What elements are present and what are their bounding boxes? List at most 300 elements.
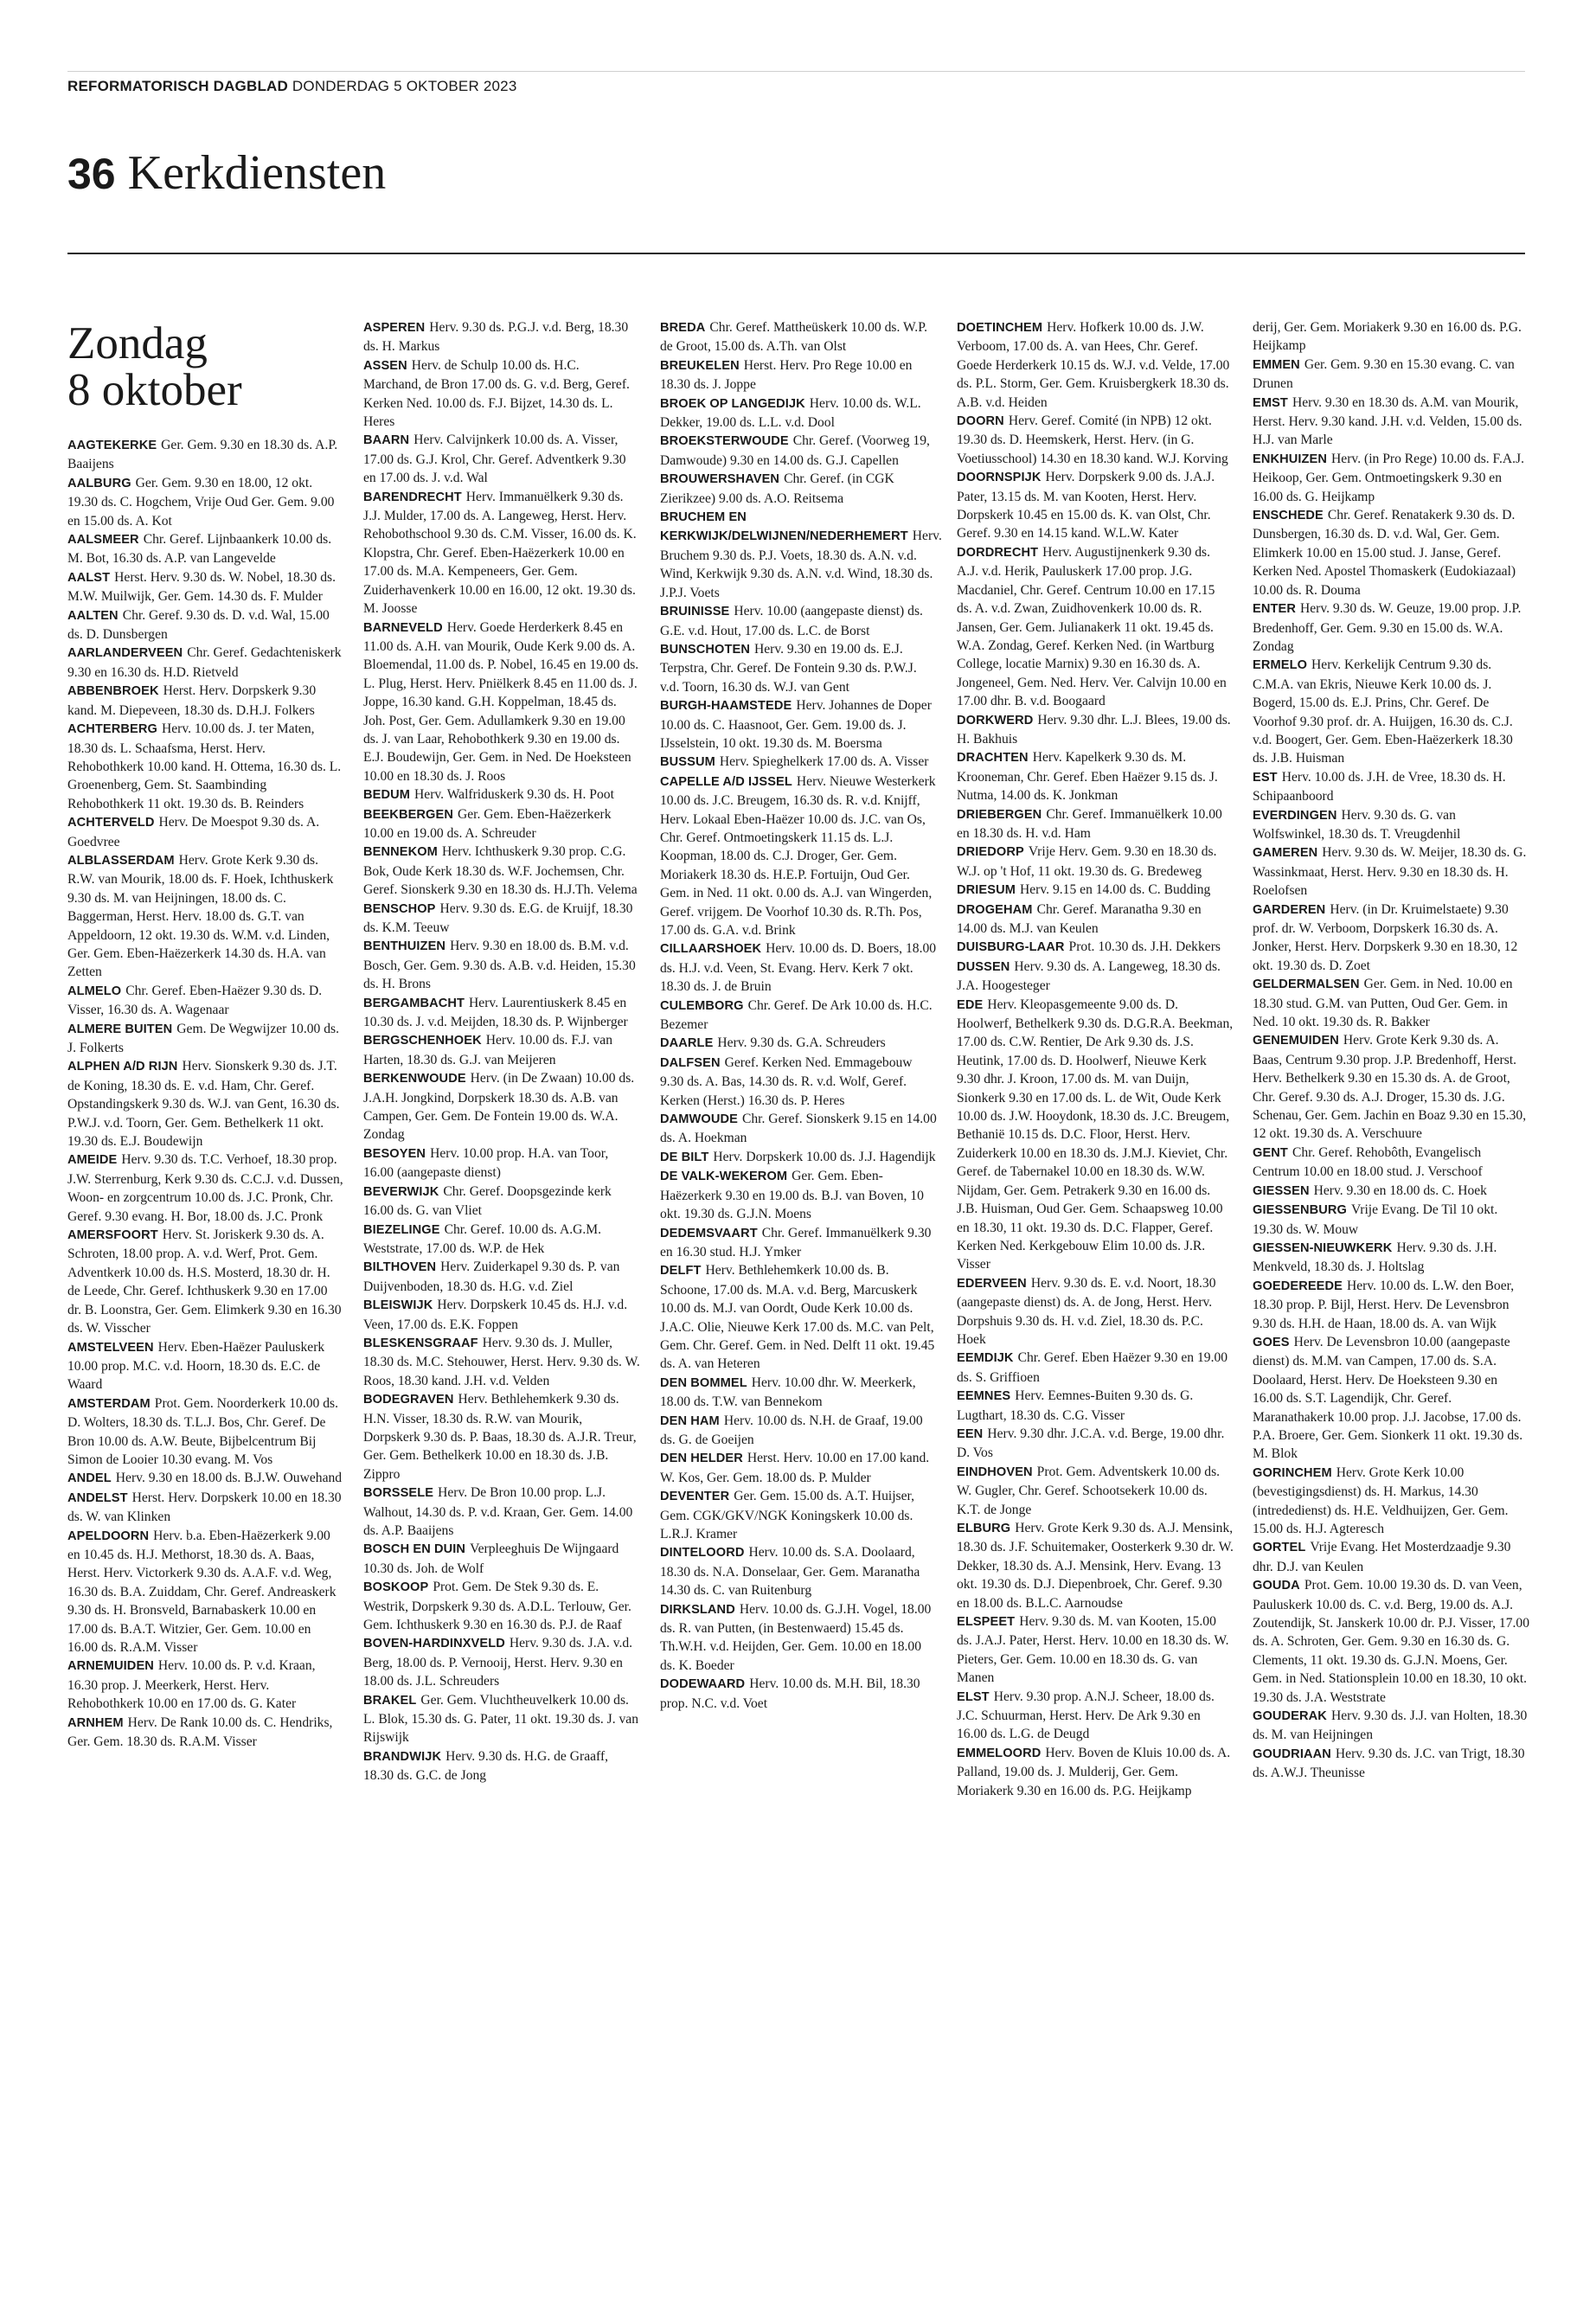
service-entry: [957, 1274, 1234, 1349]
service-entry: [363, 1221, 640, 1259]
place-name: BENTHUIZEN: [363, 939, 446, 954]
service-details: Ger. Gem. 9.30 en 18.00, 12 okt. 19.30 ds. C. Hogchem, Vrije Oud Ger. Gem. 9.00 en 15.00 ds. A. Kot: [67, 475, 335, 529]
place-name: CULEMBORG: [660, 998, 744, 1013]
service-entry: [363, 431, 640, 487]
place-name: AALTEN: [67, 608, 119, 623]
place-name: DOORN: [957, 414, 1004, 429]
service-details: Herv. Ichthuskerk 9.30 prop. C.G. Bok, Oude Kerk 18.30 ds. W.F. Jochemsen, Chr. Geref. Sionskerk 9.30 en 18.30 ds. H.J.Th. Velema: [363, 844, 638, 898]
place-name: AMEIDE: [67, 1153, 118, 1168]
service-details: Chr. Geref. Mattheüskerk 10.00 ds. W.P. de Groot, 15.00 ds. A.Th. van Olst: [660, 320, 928, 355]
service-details: Herv. 9.30 ds. J.H. Menkveld, 18.30 ds. J. Holtslag: [1253, 1240, 1497, 1275]
service-entry: [660, 1487, 937, 1543]
place-name: BERGAMBACHT: [363, 996, 465, 1010]
place-name: BRANDWIJK: [363, 1749, 442, 1764]
place-name: AALST: [67, 570, 111, 585]
service-details: Herv. Eben-Haëzer Pauluskerk 10.00 prop. M.C. v.d. Hoorn, 18.30 ds. E.C. de Waard: [67, 1339, 325, 1393]
service-entry: [1253, 1144, 1529, 1182]
service-entry: [660, 508, 942, 602]
place-name: ELSPEET: [957, 1615, 1016, 1630]
place-name: DRACHTEN: [957, 751, 1029, 766]
section-title: Kerkdiensten: [127, 146, 387, 200]
service-details: Chr. Geref. (Voorweg 19, Damwoude) 9.30 en 14.00 ds. G.J. Capellen: [660, 433, 930, 468]
service-details: Herv. Immanuëlkerk 9.30 ds. J.J. Mulder, 17.00 ds. A. Langeweg, Herst. Herv. Rehobothschool 9.30 ds. C.M. Visser, 16.00 ds. K. Klopstra, Chr. Geref. Eben-Haëzerkerk 10.00 en 17.00 ds. M.A. Kempeneers, Ger. Gem. Zuiderhavenkerk 10.00 en 16.00, 12 okt. 19.30 ds. M. Joosse: [363, 489, 637, 617]
service-entry: [1253, 806, 1529, 844]
place-name: GOES: [1253, 1335, 1290, 1349]
service-entry: [363, 318, 640, 356]
place-name: BORSSELE: [363, 1486, 434, 1501]
service-details: Herv. Grote Kerk 9.30 ds. A.J. Mensink, 18.30 ds. J.F. Schuitemaker, Oosterkerk 9.30 dr. W. Dekker, 18.30 ds. A.J. Mensink, Herv. Evang. 13 okt. 19.30 ds. D.J. Diepenbroek, Chr. Geref. 9.30 en 18.00 ds. B.L.C. Aarnoudse: [957, 1521, 1234, 1611]
service-entry: [660, 1374, 937, 1412]
page-number: 36: [67, 150, 116, 198]
service-entry: [660, 318, 937, 356]
service-entry: [1253, 1333, 1529, 1464]
place-name: BOVEN-HARDINXVELD: [363, 1637, 505, 1651]
service-details: Verpleeghuis De Wijngaard 10.30 ds. Joh. de Wolf: [363, 1541, 619, 1576]
service-details: Herv. 10.00 prop. H.A. van Toor, 16.00 (aangepaste dienst): [363, 1145, 609, 1181]
service-details: Herv. 9.30 ds. A. Langeweg, 18.30 ds. J.A. Hoogesteger: [957, 958, 1221, 994]
service-entry: [1253, 1201, 1529, 1239]
place-name: BEVERWIJK: [363, 1184, 439, 1199]
service-details: Herv. Kerkelijk Centrum 9.30 ds. C.M.A. van Ekris, Nieuwe Kerk 10.00 ds. J. Bogerd, 15.00 ds. E.J. Prins, Chr. Geref. De Voorhof 9.30 prof. dr. A. Huijgen, 16.30 ds. C.J. v.d. Boogert, Ger. Gem. Eben-Haëzerkerk 18.30 ds. J.B. Huisman: [1253, 657, 1513, 766]
place-name: DAARLE: [660, 1036, 714, 1051]
service-entry: [660, 753, 937, 772]
service-entry: [363, 937, 640, 993]
service-entry: [363, 1390, 640, 1484]
service-details: Herv. 9.30 dhr. L.J. Blees, 19.00 ds. H. Bakhuis: [957, 712, 1231, 747]
service-entry: [660, 1054, 937, 1110]
service-entry: [660, 772, 937, 940]
place-name: BEDUM: [363, 788, 411, 803]
place-name: ELST: [957, 1689, 990, 1704]
place-name: EST: [1253, 770, 1278, 785]
service-entry: [67, 813, 344, 851]
service-details: Herv. 9.30 ds. G. van Wolfswinkel, 18.30 ds. T. Vreugdenhil: [1253, 807, 1461, 842]
place-name: DALFSEN: [660, 1055, 721, 1070]
service-details: Chr. Geref. Eben Haëzer 9.30 en 19.00 ds. S. Griffioen: [957, 1350, 1228, 1385]
service-details: Herv. Dorpskerk 10.45 ds. H.J. v.d. Veen, 17.00 ds. E.K. Foppen: [363, 1298, 628, 1332]
service-entry: [67, 1394, 344, 1470]
service-details: Herv. 10.00 ds. S.A. Doolaard, 18.30 ds. N.A. Donselaar, Ger. Gem. Maranatha 14.30 ds. C. van Ruitenburg: [660, 1545, 920, 1599]
place-name: BLEISWIJK: [363, 1298, 433, 1313]
service-details: Herv. 9.30 ds. E.G. de Kruijf, 18.30 ds. K.M. Teeuw: [363, 901, 633, 935]
place-name: BESOYEN: [363, 1146, 426, 1161]
service-details: Herv. 9.30 ds. W. Geuze, 19.00 prop. J.P. Bredenhoff, Ger. Gem. 9.30 en 15.00 ds. W.A. Zondag: [1253, 601, 1522, 654]
service-entry: [67, 682, 344, 720]
place-name: BUSSUM: [660, 755, 715, 770]
service-details: Herv. 9.30 ds. H.G. de Graaff, 18.30 ds. G.C. de Jong: [363, 1748, 609, 1784]
service-details: Herv. 9.30 ds. E. v.d. Noort, 18.30 (aangepaste dienst) ds. A. de Jong, Herst. Herv. Dorpshuis 9.30 ds. H. v.d. Ziel, 18.30 ds. P.C. Hoek: [957, 1275, 1216, 1347]
service-details: Herv. Grote Kerk 9.30 ds. R.W. van Mourik, 18.00 ds. F. Hoek, Ichthuskerk 9.30 ds. M. van Heijningen, 18.00 ds. C. Baggerman, Herst. Herv. 18.00 ds. G.T. van Appeldoorn, 12 okt. 19.30 ds. W.M. v.d. Linden, Ger. Gem. Eben-Haëzerkerk 14.30 ds. H.A. van Zetten: [67, 852, 334, 980]
place-name: DORDRECHT: [957, 545, 1039, 560]
service-entry: [67, 1020, 344, 1058]
place-name: GENEMUIDEN: [1253, 1034, 1339, 1048]
column-3: [660, 318, 942, 2282]
service-details: Ger. Gem. Eben-Haëzerkerk 9.30 en 19.00 ds. B.J. van Boven, 10 okt. 19.30 ds. G.J.N. Moens: [660, 1169, 924, 1222]
place-name: CILLAARSHOEK: [660, 942, 762, 957]
service-details: Chr. Geref. Immanuëlkerk 10.00 en 18.30 ds. H. v.d. Ham: [957, 806, 1222, 841]
service-entry: [67, 1338, 344, 1394]
service-entry: [957, 468, 1234, 543]
place-name: EDE: [957, 997, 984, 1012]
place-name: BAARN: [363, 433, 410, 448]
service-entry: [1253, 1182, 1529, 1201]
service-details: Herv. De Bron 10.00 prop. L.J. Walhout, 14.30 ds. P. v.d. Kraan, Ger. Gem. 14.00 ds. A.P. Baaijens: [363, 1485, 633, 1538]
place-name: DE VALK-WEKEROM: [660, 1170, 788, 1184]
place-name: ANDELST: [67, 1490, 128, 1505]
service-entry: [660, 1224, 937, 1262]
service-details: Herv. 10.00 ds. N.H. de Graaf, 19.00 ds. G. de Goeijen: [660, 1413, 923, 1447]
place-name: BREUKELEN: [660, 358, 740, 373]
service-entry: [660, 470, 937, 508]
service-details: Ger. Gem. Vluchtheuvelkerk 10.00 ds. L. Blok, 15.30 ds. G. Pater, 11 okt. 19.30 ds. J. van Rijswijk: [363, 1692, 639, 1746]
place-name: ASSEN: [363, 358, 407, 373]
service-entry: [363, 1578, 640, 1634]
service-details: Chr. Geref. Lijnbaankerk 10.00 ds. M. Bot, 16.30 ds. A.P. van Langevelde: [67, 532, 332, 567]
service-entry: [957, 1349, 1234, 1387]
service-details: Chr. Geref. 10.00 ds. A.G.M. Weststrate, 17.00 ds. W.P. de Hek: [363, 1221, 602, 1256]
place-name: EMMELOORD: [957, 1746, 1042, 1760]
place-name: GORTEL: [1253, 1541, 1306, 1555]
service-details: Chr. Geref. Sionskerk 9.15 en 14.00 ds. A. Hoekman: [660, 1112, 937, 1146]
place-name: APELDOORN: [67, 1529, 150, 1543]
service-entry: [660, 394, 937, 433]
service-entry: [1253, 394, 1529, 450]
place-name: GORINCHEM: [1253, 1465, 1332, 1480]
service-details: Herv. Sionskerk 9.30 ds. J.T. de Koning, 18.30 ds. E. v.d. Ham, Chr. Geref. Opstandingskerk 9.30 ds. W.J. van Gent, 16.30 ds. P.W.J. v.d. Toorn, Ger. Gem. Bethelkerk 11 okt. 19.30 ds. E.J. Boudewijn: [67, 1059, 340, 1150]
service-entry: [1253, 901, 1529, 976]
service-details: Herv. 9.30 en 18.00 ds. C. Hoek: [1313, 1183, 1487, 1198]
place-name: ENTER: [1253, 602, 1296, 617]
place-name: GIESSEN-NIEUWKERK: [1253, 1240, 1393, 1255]
service-entry: [660, 1600, 937, 1676]
place-name: BERKENWOUDE: [363, 1072, 466, 1086]
place-name: DE BILT: [660, 1150, 709, 1164]
service-details: Herv. 9.30 ds. G.A. Schreuders: [717, 1035, 886, 1051]
place-name: BROUWERSHAVEN: [660, 472, 780, 487]
service-details: Chr. Geref. Gedachteniskerk 9.30 en 16.30 ds. H.D. Rietveld: [67, 645, 342, 680]
place-name: GIESSENBURG: [1253, 1203, 1347, 1218]
service-entry: [363, 994, 640, 1032]
service-details: Herv. Calvijnkerk 10.00 ds. A. Visser, 17.00 ds. G.J. Krol, Chr. Geref. Adventkerk 9.30 en 17.00 ds. J. v.d. Wal: [363, 433, 626, 486]
service-details: Herv. b.a. Eben-Haëzerkerk 9.00 en 10.45 ds. H.J. Methorst, 18.30 ds. A. Baas, Herst. Herv. Victorkerk 9.30 ds. A.A.F. v.d. Weg, 16.30 ds. B.A. Zuiddam, Chr. Geref. Andreaskerk 9.30 ds. H. Bronsveld, Barnabaskerk 10.00 en 17.00 ds. B.A.T. Witzier, Ger. Gem. 10.00 en 16.00 ds. R.A.M. Visser: [67, 1528, 337, 1655]
service-details: Chr. Geref. Rehobôth, Evangelisch Centrum 10.00 en 18.00 stud. J. Verschoof: [1253, 1144, 1483, 1180]
place-name: BREDA: [660, 321, 706, 335]
service-entry: [1253, 1277, 1529, 1333]
service-details: Herv. (in Pro Rege) 10.00 ds. F.A.J. Heikoop, Ger. Gem. Ontmoetingskerk 9.30 en 16.00 ds. G. Heijkamp: [1253, 451, 1525, 504]
service-details: Herv. Hofkerk 10.00 ds. J.W. Verboom, 17.00 ds. A. van Hees, Chr. Geref. Goede Herderkerk 10.15 ds. W.J. v.d. Velde, 17.00 ds. P.L. Storm, Ger. Gem. Kruisbergkerk 18.30 ds. A.B. v.d. Heiden: [957, 320, 1230, 410]
service-entry: [363, 1484, 640, 1540]
place-name: EINDHOVEN: [957, 1465, 1033, 1479]
place-name: EMMEN: [1253, 357, 1300, 372]
service-entry: [957, 1744, 1234, 1800]
place-name: DEN HAM: [660, 1413, 720, 1428]
service-details: Herv. De Rank 10.00 ds. C. Hendriks, Ger. Gem. 18.30 ds. R.A.M. Visser: [67, 1715, 333, 1750]
service-entry: [363, 1540, 640, 1578]
service-details: Herv. Eemnes-Buiten 9.30 ds. G. Lugthart, 18.30 ds. C.G. Visser: [957, 1388, 1194, 1423]
column-1-entries: [67, 436, 344, 1751]
masthead-date: DONDERDAG 5 OKTOBER 2023: [292, 78, 517, 94]
service-details: Herv. Bruchem 9.30 ds. P.J. Voets, 18.30 ds. A.N. v.d. Wind, Kerkwijk 9.30 ds. A.N. v.d. Wind, 18.30 ds. J.P.J. Voets: [660, 529, 942, 600]
service-details: derij, Ger. Gem. Moriakerk 9.30 en 16.00 ds. P.G. Heijkamp: [1253, 320, 1522, 354]
place-name: ERMELO: [1253, 658, 1308, 673]
service-entry: [957, 938, 1234, 957]
place-name: DOORNSPIJK: [957, 471, 1042, 485]
service-entry: [957, 711, 1234, 749]
place-name: ENSCHEDE: [1253, 509, 1324, 523]
place-name: ASPEREN: [363, 321, 426, 335]
service-entry: [660, 696, 937, 753]
place-name: DEN HELDER: [660, 1452, 743, 1466]
service-entry: [660, 356, 937, 394]
place-name: DAMWOUDE: [660, 1112, 738, 1127]
place-name: ALMELO: [67, 984, 122, 998]
service-entry: [363, 900, 640, 938]
service-details: Herv. Boven de Kluis 10.00 ds. A. Palland, 19.00 ds. J. Mulderij, Ger. Gem. Moriakerk 9.30 en 16.00 ds. P.G. Heijkamp: [957, 1745, 1231, 1798]
service-details: Herv. 9.30 ds. J. Muller, 18.30 ds. M.C. Stehouwer, Herst. Herv. 9.30 ds. W. Roos, 18.30 kand. J.H. v.d. Velden: [363, 1335, 640, 1388]
place-name: BROEK OP LANGEDIJK: [660, 396, 805, 411]
service-entry: [660, 1261, 937, 1373]
place-name: EEMDIJK: [957, 1351, 1014, 1366]
place-name: DUISBURG-LAAR: [957, 940, 1065, 955]
place-name: BROEKSTERWOUDE: [660, 434, 789, 449]
service-entry: [363, 785, 640, 804]
service-entry: [67, 1150, 344, 1226]
service-entry: [660, 939, 937, 996]
service-details: Chr. Geref. 9.30 ds. D. v.d. Wal, 15.00 ds. D. Dunsbergen: [67, 607, 330, 643]
service-details: Herv. 9.30 en 18.00 ds. B.J.W. Ouwehand: [115, 1471, 343, 1486]
place-name: ACHTERBERG: [67, 722, 157, 737]
place-name: AMSTERDAM: [67, 1396, 151, 1411]
service-details: Ger. Gem. 15.00 ds. A.T. Huijser, Gem. CGK/GKV/NGK Koningskerk 10.00 ds. L.R.J. Kramer: [660, 1489, 914, 1541]
place-name: BEEKBERGEN: [363, 807, 453, 822]
column-3-entries: [660, 318, 942, 1713]
place-name: AALBURG: [67, 476, 131, 490]
service-details: Prot. Gem. Adventskerk 10.00 ds. W. Gugler, Chr. Geref. Schootsekerk 10.00 ds. K.T. de Jonge: [957, 1464, 1221, 1517]
service-entry: [957, 1463, 1234, 1519]
service-details: Herv. de Schulp 10.00 ds. H.C. Marchand, de Bron 17.00 ds. G. v.d. Berg, Geref. Kerken Ned. 10.00 ds. F.J. Bijzet, 14.30 ds. L. Heres: [363, 357, 630, 430]
service-entry: [957, 1688, 1234, 1744]
place-name: AAGTEKERKE: [67, 439, 157, 452]
service-entry: [957, 1425, 1234, 1463]
column-4: [957, 318, 1234, 2282]
service-details: Vrije Evang. Het Mosterdzaadje 9.30 dhr. D.J. van Keulen: [1253, 1540, 1511, 1574]
service-details: Prot. 10.30 ds. J.H. Dekkers: [1068, 939, 1221, 955]
day-heading-date: 8 oktober: [67, 365, 242, 415]
service-details: Herv. Walfriduskerk 9.30 ds. H. Poot: [414, 787, 614, 803]
service-entry: [957, 1519, 1234, 1612]
place-name: BENSCHOP: [363, 901, 436, 916]
place-name: DINTELOORD: [660, 1546, 745, 1561]
service-details: Ger. Gem. 9.30 en 15.30 evang. C. van Drunen: [1253, 356, 1515, 392]
service-details: Herv. Zuiderkapel 9.30 ds. P. van Duijvenboden, 18.30 ds. H.G. v.d. Ziel: [363, 1259, 620, 1294]
service-entry: [660, 1148, 937, 1167]
service-entry: [660, 1167, 937, 1223]
service-entry: [957, 805, 1234, 843]
service-details: Ger. Gem. 9.30 en 18.30 ds. A.P. Baaijens: [67, 438, 338, 472]
service-details: Herv. 10.00 ds. L.W. den Boer, 18.30 prop. P. Bijl, Herst. Herv. De Levensbron 9.30 ds. H.H. de Haan, 18.00 ds. A. van Wijk: [1253, 1278, 1515, 1331]
service-entry: [363, 1069, 640, 1144]
service-entry: [1253, 318, 1529, 356]
service-details: Herv. Nieuwe Westerkerk 10.00 ds. J.C. Breugem, 16.30 ds. R. v.d. Knijff, Herv. Lokaal Eben-Haëzer 10.00 ds. J.C. van Os, Chr. Geref. Ontmoetingskerk 11.15 ds. L.J. Koopman, 18.00 ds. C.J. Droger, Ger. Gem. Moriakerk 18.30 ds. H.E.P. Fortuijn, Oud Ger. Gem. in Ned. 11 okt. 0.00 ds. A.J. van Wingerden, Geref. vrijgem. De Voorhof 10.30 ds. R.Th. Pos, 17.00 ds. G.A. v.d. Brink: [660, 773, 936, 938]
place-name: ARNEMUIDEN: [67, 1659, 154, 1674]
place-name: DROGEHAM: [957, 902, 1033, 917]
service-details: Chr. Geref. Immanuëlkerk 9.30 en 16.30 stud. H.J. Ymker: [660, 1225, 932, 1259]
place-name: ACHTERVELD: [67, 816, 155, 830]
place-name: BIEZELINGE: [363, 1222, 440, 1237]
place-name: BODEGRAVEN: [363, 1393, 454, 1407]
place-name: GENT: [1253, 1145, 1288, 1160]
service-details: Herv. 9.30 dhr. J.C.A. v.d. Berge, 19.00 dhr. D. Vos: [957, 1426, 1225, 1461]
service-details: Herv. 9.30 en 19.00 ds. E.J. Terpstra, Chr. Geref. De Fontein 9.30 ds. P.W.J. v.d. Toorn, 16.30 ds. W.J. van Gent: [660, 641, 917, 695]
service-details: Herv. 10.00 ds. F.J. van Harten, 18.30 ds. G.J. van Meijeren: [363, 1033, 613, 1067]
service-details: Chr. Geref. De Ark 10.00 ds. H.C. Bezemer: [660, 997, 933, 1033]
service-entry: [660, 1412, 937, 1450]
service-details: Herv. Dorpskerk 9.00 ds. J.A.J. Pater, 13.15 ds. M. van Kooten, Herst. Herv. Dorpskerk 10.45 en 15.00 ds. K. van Olst, Chr. Geref. 9.30 en 14.15 kand. W.L.W. Kater: [957, 470, 1215, 542]
place-name: ALBLASSERDAM: [67, 853, 175, 868]
service-entry: [363, 619, 640, 786]
service-details: Geref. Kerken Ned. Emmagebouw 9.30 ds. A. Bas, 14.30 ds. R. v.d. Wolf, Geref. Kerken (Herst.) 16.30 ds. P. Heres: [660, 1054, 913, 1108]
service-entry: [363, 1691, 640, 1747]
service-details: Gem. De Wegwijzer 10.00 ds. J. Folkerts: [67, 1021, 339, 1055]
service-details: Herv. Geref. Comité (in NPB) 12 okt. 19.30 ds. D. Heemskerk, Herst. Herv. (in G. Voetiusschool) 14.30 en 18.30 kand. W.J. Korving: [957, 413, 1228, 466]
place-name: AMSTELVEEN: [67, 1340, 154, 1355]
service-details: Herv. 9.30 ds. W. Meijer, 18.30 ds. G. Wassinkmaat, Herst. Herv. 9.30 en 18.30 ds. H. Roelofsen: [1253, 845, 1527, 899]
place-name: BUNSCHOTEN: [660, 642, 750, 657]
service-entry: [1253, 975, 1529, 1031]
service-details: Herv. 9.30 en 18.30 ds. A.M. van Mourik, Herst. Herv. 9.30 kand. J.H. v.d. Velden, 15.00 ds. H.J. van Marle: [1253, 394, 1522, 448]
column-4-entries: [957, 318, 1234, 1800]
place-name: BILTHOVEN: [363, 1260, 437, 1275]
service-entry: [67, 436, 344, 474]
service-entry: [363, 805, 640, 843]
service-entry: [363, 1747, 640, 1785]
service-details: Herv. Bethlehemkerk 9.30 ds. H.N. Visser, 18.30 ds. R.W. van Mourik, Dorpskerk 9.30 ds. P. Baas, 18.30 ds. A.J.R. Treur, Ger. Gem. Bethelkerk 10.00 en 18.30 ds. J.B. Zippro: [363, 1392, 637, 1482]
service-entry: [1253, 1707, 1529, 1745]
service-details: Chr. Geref. Maranatha 9.30 en 14.00 ds. M.J. van Keulen: [957, 901, 1202, 936]
service-entry: [363, 1144, 640, 1183]
place-name: GOEDEREEDE: [1253, 1279, 1343, 1293]
service-details: Herst. Herv. 10.00 en 17.00 kand. W. Kos, Ger. Gem. 18.00 ds. P. Mulder: [660, 1451, 930, 1485]
place-name: EVERDINGEN: [1253, 808, 1337, 823]
service-entry: [957, 1612, 1234, 1688]
service-entry: [67, 1527, 344, 1657]
service-details: Herv. 9.30 ds. M. van Kooten, 15.00 ds. J.A.J. Pater, Herst. Herv. 10.00 en 18.30 ds. W. Pieters, Ger. Gem. 10.00 en 18.30 ds. G. van Manen: [957, 1614, 1229, 1686]
service-entry: [67, 474, 344, 530]
service-entry: [957, 843, 1234, 881]
service-details: Herv. 9.30 en 18.00 ds. B.M. v.d. Bosch, Ger. Gem. 9.30 ds. A.B. v.d. Heiden, 15.30 ds. H. Brons: [363, 939, 636, 992]
service-entry: [363, 1634, 640, 1690]
service-details: Herv. Goede Herderkerk 8.45 en 11.00 ds. A.H. van Mourik, Oude Kerk 9.00 ds. A. Bloemendal, 11.00 ds. P. Nobel, 16.45 en 19.00 ds. L. Plug, Herst. Herv. Pniëlkerk 8.45 en 11.00 ds. J. Joppe, 16.30 kand. G.H. Koppelman, 18.45 ds. Joh. Post, Ger. Gem. Adullamkerk 9.30 en 19.00 ds. J. van Laar, Rehobothkerk 9.30 en 19.00 ds. E.J. Boudewijn, Ger. Gem. in Ned. De Hoeksteen 10.00 en 18.30 ds. J. Roos: [363, 619, 639, 784]
place-name: BENNEKOM: [363, 845, 438, 860]
service-details: Herv. 9.30 ds. J.C. van Trigt, 18.30 ds. A.W.J. Theunisse: [1253, 1746, 1525, 1781]
service-entry: [660, 1675, 937, 1713]
service-entry: [1253, 1239, 1529, 1277]
service-details: Herv. Augustijnenkerk 9.30 ds. A.J. v.d. Herik, Pauluskerk 17.00 prop. J.G. Macdaniel, Chr. Geref. Centrum 10.00 en 17.15 ds. A. v.d. Zwan, Zuidhovenkerk 10.00 ds. R. Jansen, Ger. Gem. Julianakerk 11 okt. 19.45 ds. W.A. Zondag, Geref. Kerken Ned. (in Wartburg College, locatie Marnix) 9.30 en 16.30 ds. A. Jongeneel, Gem. Ned. Herv. Ver. Calvijn 10.00 en 17.00 dhr. B. v.d. Boogaard: [957, 544, 1227, 709]
service-details: Vrije Herv. Gem. 9.30 en 18.30 ds. W.J. op 't Hof, 11 okt. 19.30 ds. G. Bredeweg: [957, 844, 1217, 879]
service-details: Chr. Geref. Renatakerk 9.30 ds. D. Dunsbergen, 16.30 ds. D. v.d. Wal, Ger. Gem. Elimkerk 10.00 en 15.00 stud. J. Janse, Geref. Kerken Ned. Apostel Thomaskerk (Eudokiazaal) 10.00 ds. R. Douma: [1253, 508, 1516, 598]
service-details: Herv. 10.00 ds. J.H. de Vree, 18.30 ds. H. Schipaanboord: [1253, 769, 1506, 804]
service-entry: [67, 851, 344, 982]
service-entry: [660, 602, 937, 640]
service-entry: [660, 640, 937, 696]
place-name: GIESSEN: [1253, 1183, 1310, 1198]
service-entry: [660, 1543, 937, 1599]
service-details: Prot. Gem. 10.00 19.30 ds. D. van Veen, Pauluskerk 10.00 ds. C. v.d. Berg, 19.00 ds. A.J. Zoutendijk, St. Janskerk 10.00 dr. P.J. Visser, 17.00 ds. A. Schroten, Ger. Gem. 9.30 en 16.30 ds. G. Clements, 11 okt. 19.30 ds. G.J.N. Moens, Ger. Gem. in Ned. Stationsplein 10.00 en 18.30, 10 okt. 19.30 ds. J.A. Weststrate: [1253, 1578, 1529, 1705]
service-details: Herv. 10.00 (aangepaste dienst) ds. G.E. v.d. Hout, 17.00 ds. L.C. de Borst: [660, 604, 923, 638]
service-details: Herv. Grote Kerk 10.00 (bevestigingsdienst) ds. H. Markus, 14.30 (intrededienst) ds. H.E. Veldhuijzen, Ger. Gem. 15.00 ds. H.J. Agteresch: [1253, 1465, 1509, 1536]
service-entry: [660, 1110, 937, 1148]
service-details: Herv. Laurentiuskerk 8.45 en 10.30 ds. J. v.d. Meijden, 18.30 ds. P. Wijnberger: [363, 995, 628, 1030]
place-name: CAPELLE A/D IJSSEL: [660, 774, 792, 789]
place-name: BRUCHEM EN KERKWIJK/DELWIJNEN/NEDERHEMERT: [660, 510, 908, 544]
place-name: BRUINISSE: [660, 605, 730, 619]
service-details: Herv. 9.30 prop. A.N.J. Scheer, 18.00 ds. J.C. Schuurman, Herst. Herv. De Ark 9.30 en 16.00 ds. L.G. de Deugd: [957, 1689, 1215, 1742]
service-details: Herv. 9.15 en 14.00 ds. C. Budding: [1020, 882, 1211, 898]
column-1: [67, 318, 344, 2282]
service-entry: [660, 1034, 937, 1053]
service-entry: [1253, 1538, 1529, 1576]
service-entry: [1253, 450, 1529, 506]
service-details: Herst. Herv. Dorpskerk 9.30 kand. M. Diepeveen, 18.30 ds. D.H.J. Folkers: [67, 683, 317, 718]
place-name: BLESKENSGRAAF: [363, 1336, 478, 1350]
place-name: DRIEDORP: [957, 845, 1024, 860]
service-details: Herst. Herv. Dorpskerk 10.00 en 18.30 ds. W. van Klinken: [67, 1490, 342, 1525]
service-details: Herv. 10.00 ds. J. ter Maten, 18.30 ds. L. Schaafsma, Herst. Herv. Rehobothkerk 10.00 kand. H. Ottema, 16.30 ds. L. Groenenberg, Gem. St. Saambinding Rehobothkerk 11 okt. 19.30 ds. B. Reinders: [67, 721, 342, 811]
place-name: DODEWAARD: [660, 1677, 746, 1692]
service-entry: [363, 1258, 640, 1296]
service-entry: [1253, 656, 1529, 767]
column-5-entries: [1253, 318, 1529, 1783]
service-details: Herv. Dorpskerk 10.00 ds. J.J. Hagendijk: [713, 1149, 936, 1164]
service-details: Herv. 10.00 ds. M.H. Bil, 18.30 prop. N.C. v.d. Voet: [660, 1676, 920, 1711]
service-entry: [363, 1334, 640, 1390]
service-entry: [660, 997, 937, 1035]
day-heading: [67, 320, 344, 413]
service-details: Herv. 10.00 dhr. W. Meerkerk, 18.00 ds. T.W. van Bennekom: [660, 1375, 916, 1410]
service-entry: [1253, 1576, 1529, 1707]
service-details: Herst. Herv. Pro Rege 10.00 en 18.30 ds. J. Joppe: [660, 357, 913, 393]
service-entry: [1253, 599, 1529, 656]
place-name: ALPHEN A/D RIJN: [67, 1060, 178, 1074]
place-name: BARNEVELD: [363, 620, 443, 635]
place-name: EMST: [1253, 395, 1288, 410]
place-name: AMERSFOORT: [67, 1228, 158, 1243]
service-entry: [67, 1657, 344, 1713]
service-entry: [1253, 768, 1529, 806]
service-entry: [363, 1296, 640, 1334]
service-entry: [363, 1183, 640, 1221]
service-entry: [363, 1031, 640, 1069]
place-name: DEVENTER: [660, 1490, 730, 1504]
service-entry: [67, 1489, 344, 1527]
service-details: Herv. Johannes de Doper 10.00 ds. C. Haasnoot, Ger. Gem. 19.00 ds. J. IJsselstein, 10 okt. 19.30 ds. M. Boersma: [660, 698, 932, 751]
place-name: EDERVEEN: [957, 1276, 1027, 1291]
service-details: Herv. (in Dr. Kruimelstaete) 9.30 prof. dr. W. Verboom, Dorpskerk 16.30 ds. A. Jonker, Herst. Herv. Dorpskerk 9.30 en 18.30, 12 okt. 19.30 ds. D. Zoet: [1253, 901, 1518, 973]
service-entry: [67, 606, 344, 644]
service-entry: [67, 644, 344, 682]
service-entry: [1253, 506, 1529, 599]
service-entry: [660, 1449, 937, 1487]
place-name: ABBENBROEK: [67, 684, 159, 699]
service-entry: [957, 318, 1234, 412]
service-details: Herv. 9.30 ds. T.C. Verhoef, 18.30 prop. J.W. Sterrenburg, Kerk 9.30 ds. C.C.J. v.d. Dussen, Woon- en zorgcentrum 10.00 ds. J.C. Pronk, Chr. Geref. 9.30 evang. H. Bor, 18.00 ds. J.C. Pronk: [67, 1152, 343, 1224]
service-details: Herv. Kleopasgemeente 9.00 ds. D. Hoolwerf, Bethelkerk 9.30 ds. D.G.R.A. Beekman, 17.00 ds. C.W. Rentier, De Ark 9.30 ds. J.S. Heutink, 17.00 ds. D. Hoolwerf, Nieuwe Kerk 9.30 dhr. J. Kroon, 17.00 ds. M. van Duijn, Sionkerk 9.30 en 17.00 ds. L. de Wit, Oude Kerk 10.00 ds. J.W. Hooydonk, 18.30 ds. J.C. Breugem, Bethanië 10.15 ds. D.C. Floor, Herst. Herv. Zuiderkerk 10.00 en 18.30 ds. J.M.J. Kieviet, Chr. Geref. de Tabernakel 10.00 en 18.30 ds. W.W. Nijdam, Ger. Gem. Petrakerk 9.30 en 16.00 ds. J.B. Huisman, Oud Ger. Gem. Schaapsweg 10.00 en 18.30, 11 okt. 19.30 ds. D.C. Flapper, Geref. Kerken Ned. Kerkgebouw Elim 10.00 ds. J.R. Visser: [957, 997, 1234, 1272]
day-heading-weekday: Zondag: [67, 318, 208, 369]
service-details: Herv. (in De Zwaan) 10.00 ds. J.A.H. Jongkind, Dorpskerk 18.30 ds. A.B. van Campen, Ger. Gem. De Fontein 19.00 ds. W.A. Zondag: [363, 1071, 635, 1143]
service-details: Prot. Gem. Noorderkerk 10.00 ds. D. Wolters, 18.30 ds. T.L.J. Bos, Chr. Geref. De Bron 10.00 ds. A.W. Beute, Bijbelcentrum Bij Simon de Looier 10.30 evang. M. Vos: [67, 1395, 338, 1467]
service-entry: [67, 1714, 344, 1752]
place-name: BRAKEL: [363, 1693, 417, 1708]
